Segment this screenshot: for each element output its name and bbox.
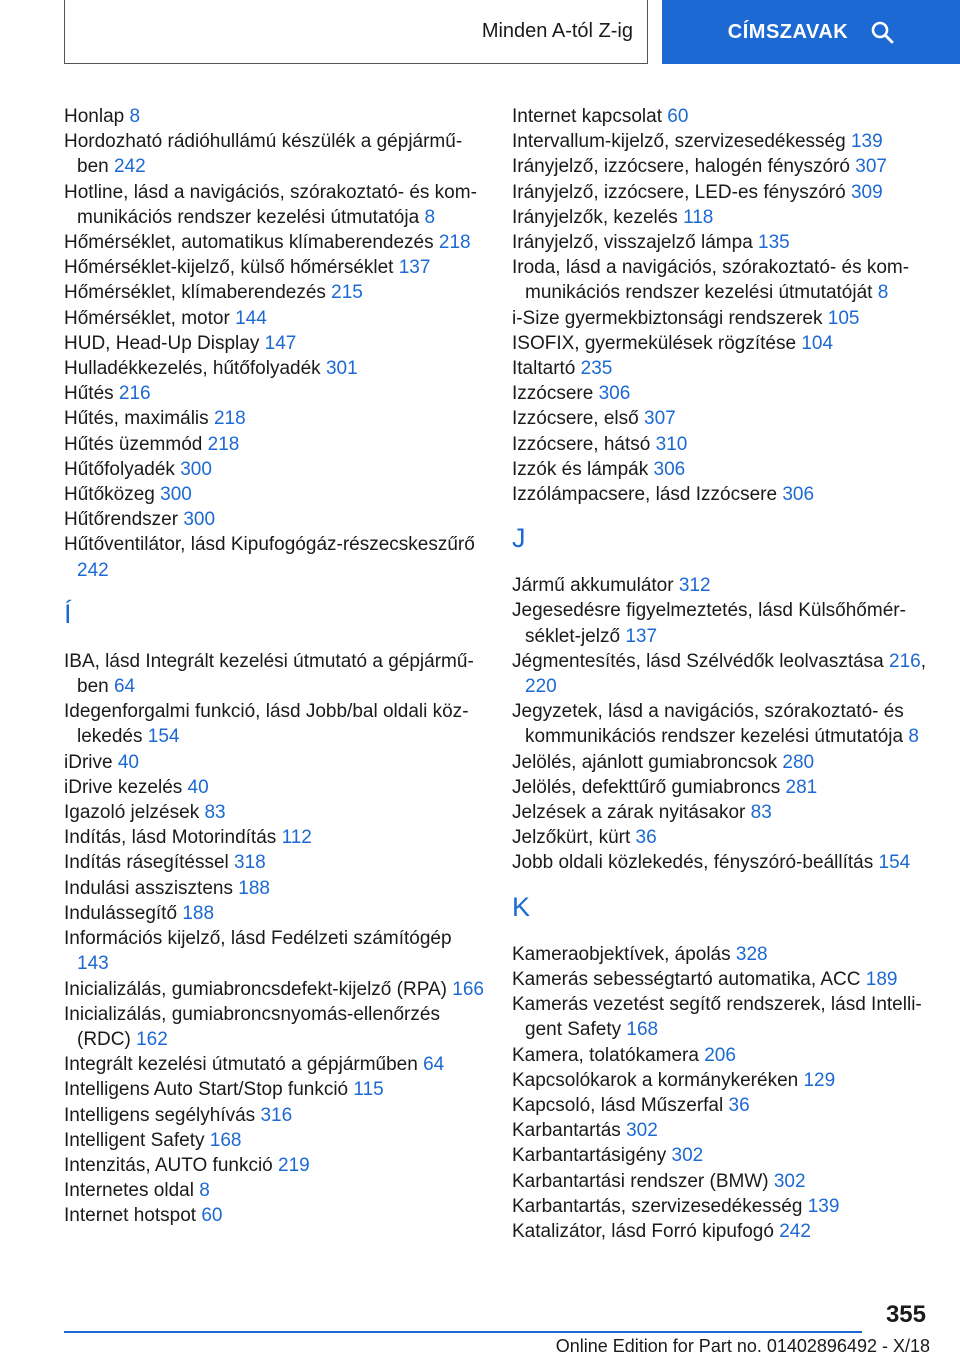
- index-entry-text: Intelligent Safety: [64, 1129, 205, 1151]
- index-entry: [512, 850, 932, 875]
- index-entry-text: Kamerás vezetést segítő rendszerek, lásd Intelligent Safety: [512, 994, 922, 1041]
- page-reference-link[interactable]: 40: [117, 751, 139, 773]
- index-entry: [64, 180, 484, 230]
- index-entry-text: ISOFIX, gyermekülések rögzítése: [512, 332, 797, 354]
- index-entry-text: Katalizátor, lásd Forró kipufogó: [512, 1220, 774, 1242]
- index-entry-text: Kapcsolókarok a kormánykeréken: [512, 1069, 799, 1091]
- page-reference-link[interactable]: 8: [424, 206, 436, 228]
- index-entry: [64, 1128, 484, 1153]
- page-reference-link[interactable]: 235: [580, 358, 613, 380]
- page-reference-link[interactable]: 143: [77, 953, 109, 975]
- page-reference-link[interactable]: 105: [827, 307, 860, 329]
- page-reference-link[interactable]: 206: [704, 1044, 736, 1066]
- index-entry-text: Hűtés üzemmód: [64, 433, 203, 455]
- index-entry: [64, 1153, 484, 1178]
- page-reference-link[interactable]: 309: [850, 181, 883, 203]
- page-reference-link[interactable]: 307: [855, 156, 887, 178]
- footer-divider: [64, 1331, 862, 1333]
- index-entry-text: Intelligens Auto Start/Stop funkció: [64, 1079, 349, 1101]
- page-number: 355: [885, 1301, 926, 1328]
- index-entry: [512, 205, 932, 230]
- page-reference-link[interactable]: 147: [264, 332, 297, 354]
- index-entry-text: Jegesedésre figyelmeztetés, lásd Külsőhőmérséklet-jelző: [512, 600, 906, 647]
- index-entry: [512, 992, 932, 1042]
- index-entry-text: iDrive kezelés: [64, 776, 183, 798]
- index-entry: [512, 230, 932, 255]
- index-entry: [64, 901, 484, 926]
- index-entry-text: IBA, lásd Integrált kezelési útmutató a gépjárműben: [64, 650, 474, 698]
- index-entry: [64, 532, 484, 582]
- index-entry-text: Hőmérséklet, motor: [64, 307, 230, 329]
- page-reference-link[interactable]: 60: [201, 1205, 223, 1227]
- index-entry: [64, 280, 484, 305]
- index-entry-text: Izzólámpacsere, lásd Izzócsere: [512, 484, 778, 506]
- page-reference-link[interactable]: 8: [877, 282, 889, 304]
- index-entry-text: i-Size gyermekbiztonsági rendszerek: [512, 307, 823, 329]
- page-reference-link[interactable]: 318: [234, 852, 266, 874]
- page-reference-link[interactable]: 104: [801, 332, 834, 354]
- index-entry: [512, 573, 932, 598]
- index-entry: [64, 104, 484, 129]
- page-reference-link[interactable]: 216: [118, 383, 151, 405]
- index-entry: [64, 750, 484, 775]
- index-entry-text: Izzócsere: [512, 383, 594, 405]
- index-entry-text: Kamera, tolatókamera: [512, 1044, 699, 1066]
- index-entry-text: Karbantartás, szervizesedékesség: [512, 1195, 803, 1217]
- index-entry-text: Hűtőventilátor, lásd Kipufogógáz-részecskeszűrő: [64, 534, 475, 556]
- page-reference-link[interactable]: 137: [625, 625, 658, 647]
- index-entry-text: Internet hotspot: [64, 1205, 197, 1227]
- index-entry: Jégmentesítés, lásd Szélvédők leolvasztása 216, 220: [512, 650, 927, 698]
- index-entry-text: Indítás, lásd Motorindítás: [64, 827, 277, 849]
- index-entry-text: Jegyzetek, lásd a navigációs, szórakoztató- és kommunikációs rendszer kezelési útmutatója: [512, 701, 904, 748]
- index-entry: [512, 1143, 932, 1168]
- page-reference-link[interactable]: 8: [908, 726, 919, 748]
- index-entry: [512, 775, 932, 800]
- index-entry-text: Karbantartásigény: [512, 1145, 667, 1167]
- index-letter-heading: Í: [64, 598, 72, 629]
- index-letter-heading: K: [512, 891, 531, 922]
- index-column-right: [512, 104, 932, 1244]
- page-reference-link[interactable]: 301: [325, 358, 358, 380]
- index-entry-text: Karbantartási rendszer (BMW): [512, 1170, 769, 1192]
- index-entry-text: Internet kapcsolat: [512, 106, 662, 127]
- page-reference-link[interactable]: 137: [398, 257, 431, 279]
- page-reference-link[interactable]: 306: [598, 383, 631, 405]
- page-reference-link[interactable]: 162: [136, 1028, 168, 1050]
- page-reference-link[interactable]: 218: [207, 433, 240, 455]
- index-entry: [512, 825, 932, 850]
- index-entry: [512, 104, 932, 129]
- page-reference-link[interactable]: 302: [671, 1145, 704, 1167]
- index-entry-text: Hulladékkezelés, hűtőfolyadék: [64, 358, 321, 380]
- index-entry: [512, 1219, 932, 1244]
- index-entry-text: Hűtőfolyadék: [64, 458, 175, 480]
- index-entry: [512, 942, 932, 967]
- index-entry-text: Indítás rásegítéssel: [64, 852, 229, 874]
- index-entry-text: Jégmentesítés, lásd Szélvédők leolvasztása: [512, 650, 884, 672]
- page-reference-link[interactable]: 8: [129, 106, 141, 127]
- page-reference-link[interactable]: 302: [773, 1170, 806, 1192]
- top-navigation: [64, 0, 960, 66]
- index-entry: [512, 800, 932, 825]
- index-entry-text: Hűtés: [64, 383, 114, 405]
- page-reference-link[interactable]: 300: [160, 484, 192, 506]
- index-entry: [512, 1118, 932, 1143]
- index-entry: [64, 507, 484, 532]
- page-reference-link[interactable]: 302: [626, 1120, 658, 1142]
- page-reference-link[interactable]: 139: [850, 131, 883, 153]
- index-entry: [64, 306, 484, 331]
- index-entry: [64, 926, 484, 976]
- page-reference-link[interactable]: 300: [180, 458, 212, 480]
- page-reference-link[interactable]: 168: [626, 1019, 659, 1041]
- page-reference-link[interactable]: 83: [750, 802, 772, 824]
- index-entry: [512, 598, 932, 648]
- index-entry: [512, 1194, 932, 1219]
- index-entry-text: Hotline, lásd a navigációs, szórakoztató- és kommunikációs rendszer kezelési útmutatója: [64, 181, 477, 228]
- page-reference-link[interactable]: 154: [147, 726, 180, 748]
- index-entry: [512, 750, 932, 775]
- index-entry-text: Inicializálás, gumiabroncsnyomás-ellenőrzés (RDC): [64, 1003, 440, 1050]
- index-entry: [512, 331, 932, 356]
- index-entry: [64, 255, 484, 280]
- page-reference-link[interactable]: 316: [260, 1104, 293, 1126]
- page-reference-link[interactable]: 220: [525, 676, 557, 698]
- page-reference-link[interactable]: 139: [807, 1195, 840, 1217]
- index-entry-text: Italtartó: [512, 358, 576, 380]
- page-reference-link[interactable]: 8: [199, 1180, 210, 1202]
- index-entry: [512, 699, 932, 749]
- index-entry-text: Honlap: [64, 106, 125, 127]
- index-entry: [512, 1093, 932, 1118]
- index-entry: [64, 381, 484, 406]
- page-reference-link[interactable]: 242: [77, 559, 109, 581]
- page-reference-link[interactable]: 215: [331, 282, 363, 304]
- index-entry-text: Kapcsoló, lásd Műszerfal: [512, 1094, 724, 1116]
- page-reference-link[interactable]: 144: [235, 307, 267, 329]
- index-entry-text: Kamerás sebességtartó automatika, ACC: [512, 968, 861, 990]
- page-reference-link[interactable]: 118: [683, 206, 714, 228]
- index-entry-text: Hőmérséklet, klímaberendezés: [64, 282, 326, 304]
- index-entry-text: Idegenforgalmi funkció, lásd Jobb/bal oldali közlekedés: [64, 701, 469, 748]
- index-entry: [64, 432, 484, 457]
- page-reference-link[interactable]: 168: [209, 1129, 242, 1151]
- page-reference-link[interactable]: 189: [865, 968, 898, 990]
- index-entry-text: Kameraobjektívek, ápolás: [512, 943, 731, 965]
- tab-keywords[interactable]: [662, 0, 960, 64]
- index-entry-text: Iroda, lásd a navigációs, szórakoztató- és kommunikációs rendszer kezelési útmutatóját: [512, 257, 910, 304]
- page-reference-link[interactable]: 154: [878, 852, 911, 874]
- page-reference-link[interactable]: 242: [113, 156, 146, 178]
- index-entry-text: Hűtőrendszer: [64, 509, 179, 531]
- index-entry: [512, 129, 932, 154]
- page-reference-link[interactable]: 312: [678, 575, 711, 597]
- index-entry-text: Karbantartás: [512, 1120, 621, 1142]
- index-entry-text: Hűtés, maximális: [64, 408, 209, 430]
- index-entry: [512, 457, 932, 482]
- index-entry: [64, 649, 484, 699]
- index-entry-text: Információs kijelző, lásd Fedélzeti számítógép: [64, 928, 452, 950]
- index-entry-text: Irányjelző, izzócsere, halogén fényszóró: [512, 156, 850, 178]
- index-entry-text: Jelzések a zárak nyitásakor: [512, 802, 746, 824]
- index-column-left: [64, 104, 484, 1229]
- index-entry-text: Irányjelzők, kezelés: [512, 206, 678, 228]
- index-entry-text: Intervallum-kijelző, szervizesedékesség: [512, 131, 846, 153]
- tab-a-to-z-label: Minden A-tól Z-ig: [481, 20, 633, 42]
- index-entry: [512, 180, 932, 205]
- index-entry-text: Izzócsere, első: [512, 408, 639, 430]
- index-entry-text: Hőmérséklet, automatikus klímaberendezés: [64, 232, 434, 254]
- index-entry-text: Irányjelző, izzócsere, LED-es fényszóró: [512, 181, 846, 203]
- page-reference-link[interactable]: 310: [655, 433, 688, 455]
- page-reference-link[interactable]: 115: [353, 1079, 384, 1101]
- index-entry: [64, 1203, 484, 1228]
- index-entry-text: HUD, Head-Up Display: [64, 332, 260, 354]
- page-reference-link[interactable]: 219: [278, 1154, 310, 1176]
- index-entry: [512, 381, 932, 406]
- page-reference-link[interactable]: 64: [113, 676, 136, 698]
- index-entry-text: Internetes oldal: [64, 1180, 194, 1202]
- search-icon: [870, 20, 894, 44]
- page-reference-link[interactable]: 36: [728, 1094, 750, 1116]
- index-entry-text: Indulási asszisztens: [64, 877, 233, 899]
- page-reference-link[interactable]: 216: [889, 650, 921, 672]
- index-entry-text: Izzók és lámpák: [512, 458, 649, 480]
- page-reference-link[interactable]: 129: [803, 1069, 836, 1091]
- tab-a-to-z[interactable]: [64, 0, 648, 64]
- index-entry: [64, 356, 484, 381]
- index-entry-text: Hőmérséklet-kijelző, külső hőmérséklet: [64, 257, 394, 279]
- index-entry: [64, 230, 484, 255]
- index-entry: [64, 482, 484, 507]
- page-reference-link[interactable]: 328: [735, 943, 768, 965]
- index-entry: [512, 967, 932, 992]
- index-entry-text: Intelligens segélyhívás: [64, 1104, 256, 1126]
- page-reference-link[interactable]: 36: [635, 827, 657, 849]
- index-entry-text: Irányjelző, visszajelző lámpa: [512, 232, 753, 254]
- index-entry: [64, 977, 484, 1002]
- page-reference-link[interactable]: 64: [423, 1054, 445, 1076]
- index-entry-text: Jelölés, ajánlott gumiabroncsok: [512, 751, 778, 773]
- page-reference-link[interactable]: 218: [438, 232, 471, 254]
- page-reference-link[interactable]: 112: [281, 827, 312, 849]
- page-reference-link[interactable]: 300: [183, 509, 216, 531]
- index-entry: [64, 876, 484, 901]
- page-reference-link[interactable]: 40: [187, 776, 209, 798]
- index-entry-text: iDrive: [64, 751, 113, 773]
- index-entry-text: Jármű akkumulátor: [512, 575, 674, 597]
- index-entry-text: Integrált kezelési útmutató a gépjárműben: [64, 1054, 418, 1076]
- page-reference-link[interactable]: 306: [782, 484, 815, 506]
- index-entry: [512, 1169, 932, 1194]
- tab-keywords-label: CÍMSZAVAK: [727, 20, 849, 43]
- index-entry: [512, 154, 932, 179]
- index-entry-text: Jelzőkürt, kürt: [512, 827, 631, 849]
- page-reference-link[interactable]: 188: [182, 902, 215, 924]
- index-entry-text: Intenzitás, AUTO funkció: [64, 1154, 273, 1176]
- index-entry: [64, 406, 484, 431]
- index-entry: [512, 255, 932, 305]
- index-entry-text: Izzócsere, hátsó: [512, 433, 651, 455]
- index-letter-heading: J: [512, 523, 526, 554]
- index-entry: [512, 356, 932, 381]
- page-reference-link[interactable]: 135: [758, 232, 790, 254]
- index-entry: [64, 699, 484, 749]
- index-entry-text: Inicializálás, gumiabroncsdefekt-kijelző (RPA): [64, 978, 447, 1000]
- footer-edition: Online Edition for Part no. 01402896492 - X/18: [555, 1336, 930, 1356]
- index-entry: [64, 800, 484, 825]
- index-entry-text: Igazoló jelzések: [64, 802, 200, 824]
- index-entry: [64, 775, 484, 800]
- index-entry: [512, 1043, 932, 1068]
- page-reference-link[interactable]: 218: [213, 408, 246, 430]
- page-reference-link[interactable]: 281: [785, 776, 818, 798]
- page-reference-link[interactable]: 60: [667, 106, 689, 127]
- page-reference-link[interactable]: 280: [782, 751, 815, 773]
- index-entry: [64, 331, 484, 356]
- index-entry: [64, 129, 484, 179]
- index-entry-text: Indulássegítő: [64, 902, 178, 924]
- index-entry-text: Jelölés, defekttűrő gumiabroncs: [512, 776, 781, 798]
- page-reference-link[interactable]: 307: [644, 408, 676, 430]
- index-entry: [512, 1068, 932, 1093]
- index-entry: [64, 1103, 484, 1128]
- index-entry: [512, 432, 932, 457]
- page-reference-link[interactable]: 306: [653, 458, 686, 480]
- index-entry-text: Hűtőközeg: [64, 484, 155, 506]
- index-entry: [512, 306, 932, 331]
- index-entry: [64, 457, 484, 482]
- page-reference-link[interactable]: 83: [204, 802, 226, 824]
- index-entry: [64, 1077, 484, 1102]
- index-entry: [512, 482, 932, 507]
- index-entry: [64, 825, 484, 850]
- page-reference-link[interactable]: 188: [238, 877, 270, 899]
- index-entry: [64, 1178, 484, 1203]
- index-entry-text: Jobb oldali közlekedés, fényszóró-beállítás: [512, 852, 874, 874]
- index-entry: [64, 1002, 484, 1052]
- index-entry: [64, 1052, 484, 1077]
- page-reference-link[interactable]: 166: [452, 978, 484, 1000]
- index-entry: [512, 406, 932, 431]
- index-entry-text: Hordozható rádióhullámú készülék a gépjárműben: [64, 131, 463, 178]
- page-reference-link[interactable]: 242: [779, 1220, 811, 1242]
- index-entry: [64, 850, 484, 875]
